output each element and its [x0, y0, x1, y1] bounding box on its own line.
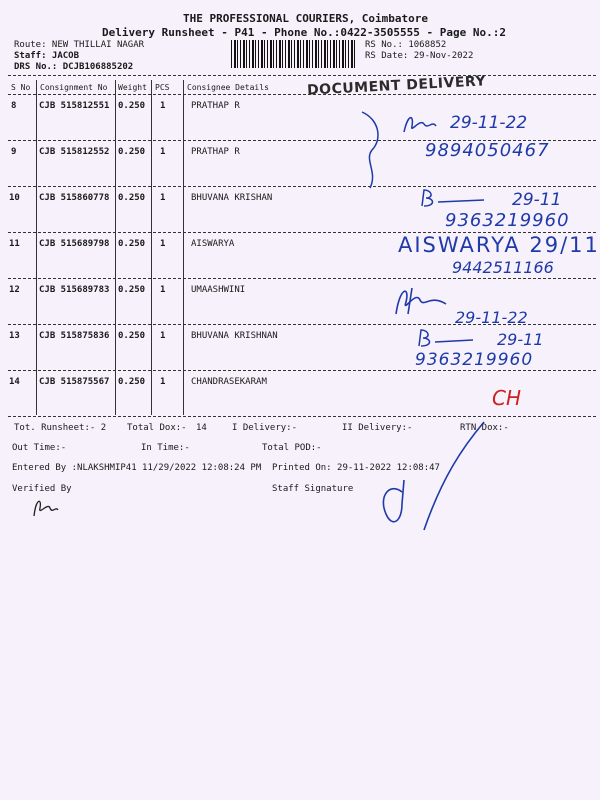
table-bottom-divider — [8, 416, 596, 417]
row-consignment: CJB 515812551 — [39, 101, 110, 111]
col-header-sno: S No — [11, 83, 31, 92]
handwritten-phone: 9363219960 — [415, 350, 534, 370]
row-sno: 13 — [9, 331, 20, 341]
row-consignee: PRATHAP R — [191, 147, 240, 157]
total-runsheet: Tot. Runsheet:- 2 — [14, 423, 107, 433]
total-pod: Total POD:- — [262, 443, 322, 453]
table-header-divider — [8, 94, 596, 95]
company-title: THE PROFESSIONAL COURIERS, Coimbatore — [183, 12, 429, 25]
row-pcs: 1 — [160, 331, 166, 341]
row-weight: 0.250 — [118, 193, 146, 203]
row-sno: 10 — [9, 193, 20, 203]
signature-row1 — [400, 112, 440, 138]
row-consignment: CJB 515812552 — [39, 147, 110, 157]
row-sno: 9 — [11, 147, 17, 157]
row-consignment: CJB 515875567 — [39, 377, 110, 387]
signature-row6 — [415, 328, 475, 350]
handwritten-name: AISWARYA 29/11 — [398, 233, 600, 257]
rs-date: RS Date: 29-Nov-2022 — [365, 51, 474, 61]
row-divider — [8, 370, 596, 371]
staff-signature — [372, 418, 492, 538]
row-consignment: CJB 515875836 — [39, 331, 110, 341]
signature-row3 — [418, 188, 488, 210]
handwritten-date: 29-11-22 — [450, 113, 528, 133]
row-weight: 0.250 — [118, 377, 146, 387]
row-consignee: BHUVANA KRISHAN — [191, 193, 273, 203]
col-header-consignment: Consignment No — [40, 83, 108, 92]
row-sno: 14 — [9, 377, 20, 387]
signature-row5 — [390, 284, 450, 318]
row-consignee: UMAASHWINI — [191, 285, 246, 295]
row-consignee: BHUVANA KRISHNAN — [191, 331, 278, 341]
row-sno: 12 — [9, 285, 20, 295]
ii-delivery: II Delivery:- — [342, 423, 413, 433]
row-sno: 8 — [11, 101, 17, 111]
handwritten-date: 29-11 — [497, 330, 544, 349]
out-time: Out Time:- — [12, 443, 67, 453]
rtn-dox: RTN Dox:- — [460, 423, 509, 433]
total-dox-value: 14 — [196, 423, 207, 433]
route-label: Route: NEW THILLAI NAGAR — [14, 40, 145, 50]
handwritten-mark: CH — [492, 386, 522, 410]
row-weight: 0.250 — [118, 239, 146, 249]
verifier-signature — [30, 494, 60, 520]
staff-signature-label: Staff Signature — [272, 484, 354, 494]
col-header-weight: Weight — [118, 83, 147, 92]
row-sno: 11 — [9, 239, 20, 249]
row-pcs: 1 — [160, 239, 166, 249]
handwritten-phone: 9442511166 — [452, 258, 554, 277]
col-divider — [36, 80, 37, 415]
bracket-scribble — [360, 110, 390, 190]
row-weight: 0.250 — [118, 147, 146, 157]
row-weight: 0.250 — [118, 285, 146, 295]
printed-on: Printed On: 29-11-2022 12:08:47 — [272, 463, 440, 473]
col-header-consignee: Consignee Details — [187, 83, 269, 92]
row-pcs: 1 — [160, 101, 166, 111]
handwritten-phone: 9894050467 — [425, 140, 550, 161]
barcode — [231, 40, 357, 68]
col-divider — [151, 80, 152, 415]
row-consignment: CJB 515689798 — [39, 239, 110, 249]
row-consignment: CJB 515689783 — [39, 285, 110, 295]
i-delivery: I Delivery:- — [232, 423, 298, 433]
drs-number: DRS No.: DCJB106885202 — [14, 62, 134, 72]
row-pcs: 1 — [160, 193, 166, 203]
row-divider — [8, 278, 596, 279]
row-consignment: CJB 515860778 — [39, 193, 110, 203]
row-pcs: 1 — [160, 147, 166, 157]
handwritten-date: 29-11-22 — [455, 308, 528, 327]
row-divider — [8, 186, 596, 187]
row-consignee: PRATHAP R — [191, 101, 240, 111]
verified-by: Verified By — [12, 484, 72, 494]
col-header-pcs: PCS — [155, 83, 170, 92]
entered-by: Entered By :NLAKSHMIP41 11/29/2022 12:08:24 PM — [12, 463, 262, 473]
total-dox-label: Total Dox:- — [127, 423, 187, 433]
handwritten-date: 29-11 — [512, 190, 562, 210]
header-divider — [8, 75, 596, 76]
col-divider — [183, 80, 184, 415]
rs-number: RS No.: 1068852 — [365, 40, 447, 50]
runsheet-subtitle: Delivery Runsheet - P41 - Phone No.:0422-3505555 - Page No.:2 — [102, 26, 506, 39]
staff-label: Staff: JACOB — [14, 51, 80, 61]
row-pcs: 1 — [160, 285, 166, 295]
row-weight: 0.250 — [118, 331, 146, 341]
row-pcs: 1 — [160, 377, 166, 387]
row-weight: 0.250 — [118, 101, 146, 111]
document-delivery-stamp: DOCUMENT DELIVERY — [306, 73, 487, 99]
row-consignee: AISWARYA — [191, 239, 235, 249]
col-divider — [115, 80, 116, 415]
in-time: In Time:- — [141, 443, 190, 453]
row-consignee: CHANDRASEKARAM — [191, 377, 267, 387]
handwritten-phone: 9363219960 — [445, 210, 570, 231]
